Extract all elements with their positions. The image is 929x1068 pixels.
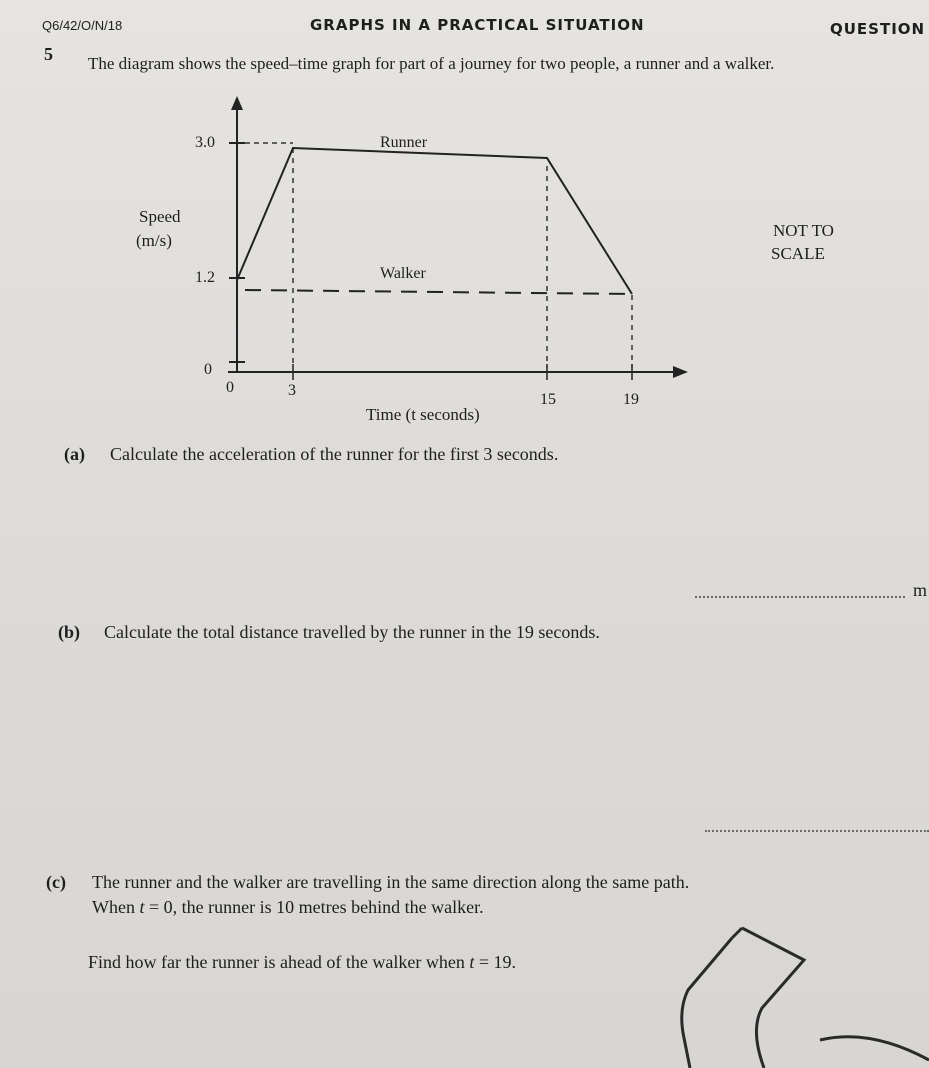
clip-wire-inner [742,928,804,1068]
y-tick-label-3: 3.0 [195,134,215,151]
walker-label: Walker [380,265,426,282]
part-c-line2: When t = 0, the runner is 10 metres behind the walker. [92,897,484,917]
x-axis-label: Time (t seconds) [366,405,480,424]
binder-clip-decoration [670,920,929,1068]
topic-title: GRAPHS IN A PRACTICAL SITUATION [310,16,645,34]
x-tick-label-15: 15 [540,391,556,408]
y-axis-label-unit: (m/s) [136,231,172,250]
part-c-line3: Find how far the runner is ahead of the walker when t = 19. [88,952,517,972]
part-a-answer-line[interactable] [695,596,905,598]
part-b-label: (b) [58,622,80,642]
part-c-label: (c) [46,872,66,892]
part-b-answer-line[interactable] [705,830,929,832]
question-label: QUESTION [830,20,926,38]
part-b-text: Calculate the total distance travelled by the runner in the 19 seconds. [104,622,600,642]
part-c-line1: The runner and the walker are travelling in the same direction along the same path. [92,872,690,892]
part-a-unit: m [913,580,928,600]
y-tick-label-0: 0 [204,361,212,378]
clip-wire-outer [682,938,732,1068]
x-tick-label-19: 19 [623,391,639,408]
scale-note-line1: NOT TO [773,221,834,240]
speed-time-graph [0,90,929,430]
runner-line [237,148,632,294]
y-tick-label-1-2: 1.2 [195,269,215,286]
source-code: Q6/42/O/N/18 [42,18,123,33]
question-number: 5 [44,44,53,64]
y-axis-label-speed: Speed [139,207,181,226]
clip-wire-top [732,928,742,938]
clip-wire-right [820,1037,929,1060]
runner-label: Runner [380,134,428,151]
scale-note-line2: SCALE [771,244,825,263]
x-tick-label-3: 3 [288,382,296,399]
x-tick-label-0: 0 [226,379,234,396]
y-axis-arrow [231,96,243,110]
x-axis-arrow [673,366,688,378]
part-a-text: Calculate the acceleration of the runner for the first 3 seconds. [110,444,559,464]
walker-line [245,290,632,294]
part-a-label: (a) [64,444,85,464]
question-intro: The diagram shows the speed–time graph for part of a journey for two people, a runner and a walker. [88,54,775,73]
